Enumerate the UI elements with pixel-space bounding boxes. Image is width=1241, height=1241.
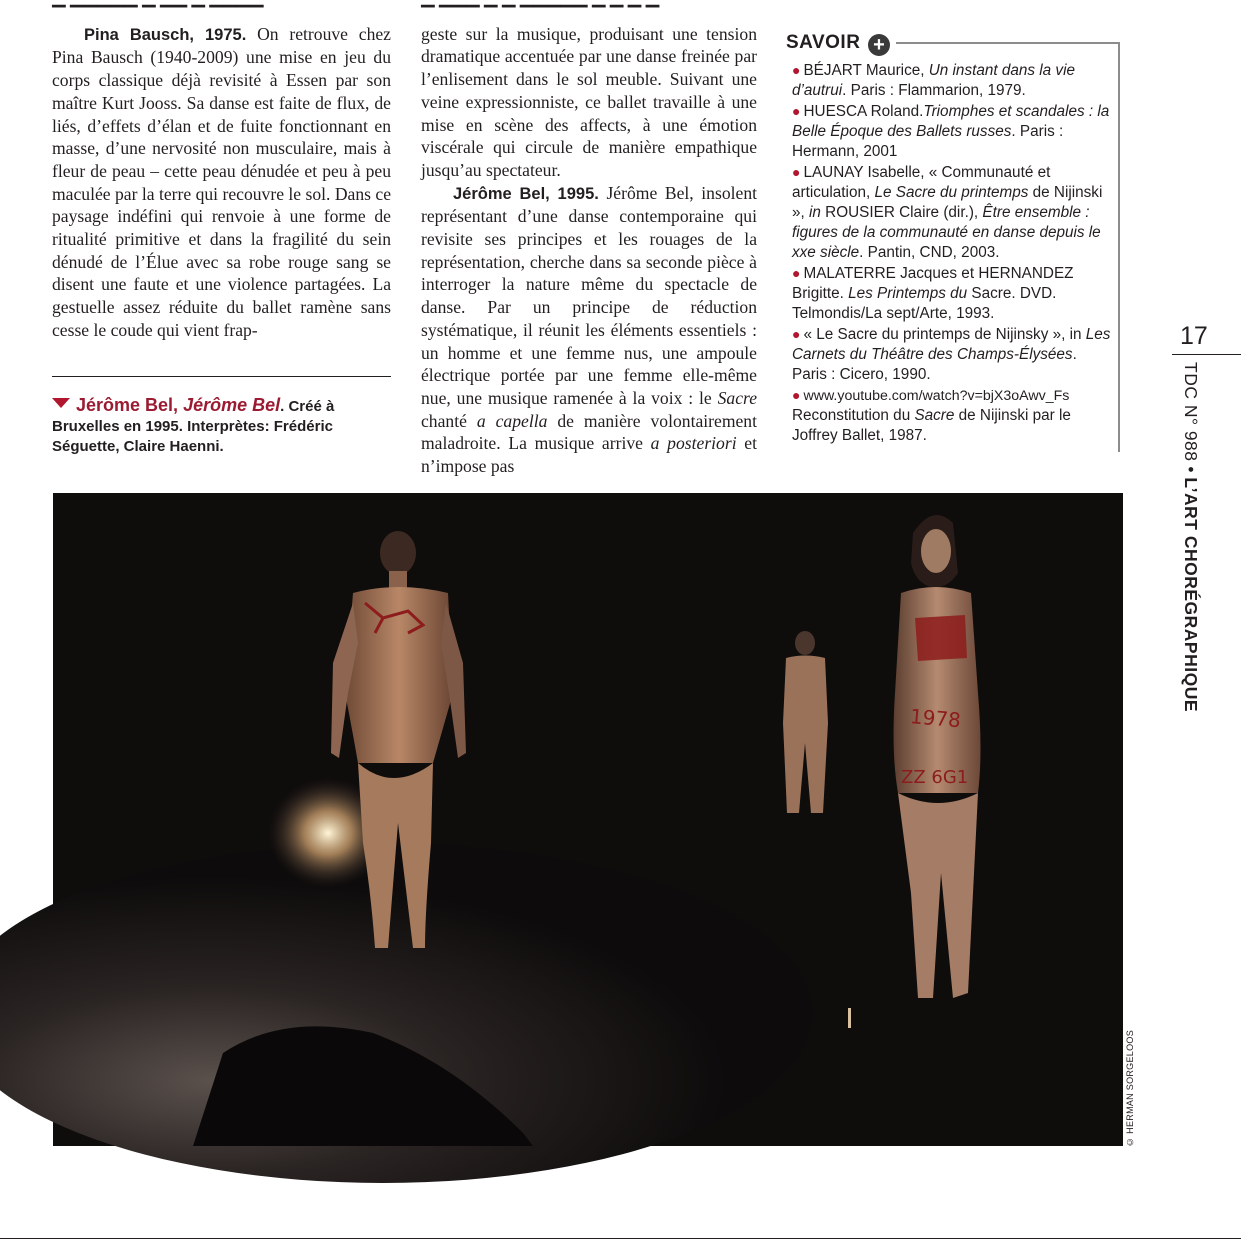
text-capella: a capella: [476, 410, 548, 431]
caption-divider: [52, 376, 391, 377]
text-jerome-bel-b: chanté: [421, 410, 477, 431]
text-jerome-bel-a: Jérôme Bel, insolent représentant d’une danse contemporaine qui revisite ses principes et les rouages de la représentation, cherche dans sa seconde pièce à interroger la nature même du spectacle de danse. Par un principe de réduction systématique, il réunit les éléments essentiels : un homme et une femme nus, une ampoule électrique portée par une femme elle-même nue, une musique ramenée à la voix : le: [421, 182, 758, 408]
bib-text: « Le Sacre du printemps de Nijinsky », in: [803, 326, 1086, 343]
lead-pina-bausch: Pina Bausch, 1975.: [84, 25, 247, 44]
body-text-1978: 1978: [909, 704, 962, 733]
bib-text: HUESCA Roland.: [803, 103, 924, 120]
bib-title: Être ensemble : figures de la communauté en danse depuis le xxe siècle: [792, 204, 1101, 261]
bullet-icon: ●: [792, 164, 801, 180]
savoir-title: [786, 30, 896, 56]
bibliography-item: [792, 324, 1114, 385]
cut-top-line-2: [421, 0, 757, 23]
bullet-icon: ●: [792, 62, 801, 78]
text-jerome-bel-d: et n’impose pas: [421, 433, 757, 477]
bib-title: Le Sacre du printemps: [874, 184, 1029, 201]
cut-top-line: [52, 0, 391, 23]
bib-title: Les Printemps du: [848, 285, 968, 302]
body-text-legs: ZZ 6G1: [901, 767, 969, 788]
bib-text: . Paris : Cicero, 1990.: [792, 346, 1077, 383]
bibliography-item: [792, 162, 1114, 263]
bib-text: BÉJART Maurice,: [803, 62, 929, 79]
photo-credit: © HERMAN SORGELOOS: [1125, 1030, 1135, 1147]
article-column-1: [52, 0, 391, 342]
photo-caption: [52, 395, 391, 457]
running-header: [1180, 362, 1201, 712]
caption-name: Jérôme Bel,: [76, 395, 184, 415]
floor-light-bulb: [848, 1008, 851, 1028]
bib-title: in: [809, 204, 821, 221]
paragraph-pina-bausch: [52, 23, 391, 342]
text-pina-bausch: On retrouve chez Pina Bausch (1940-2009) une mise en jeu du corps classique déjà revisité à Essen par son maître Kurt Jooss. Sa danse est faite de flux, de liés, d’effets d’élan et de fuite fonctionnant en masse, d’une nervosité non musculaire, mais à fleur de peau – cette peau dénudée et peu à peu maculée par la terre qui recouvre le sol. Dans ce paysage indéfini qui renvoie à une forme de ritualité primitive et dans la fragilité du sein dénudé de l’Élue avec sa robe rouge sang se disent une faute et une violence partagées. La gestuelle assez réduite du ballet ramène sans cesse le coude qui vient frap-: [52, 23, 391, 340]
bullet-icon: ●: [792, 387, 801, 403]
bibliography-item: [792, 101, 1114, 162]
bib-text: Sacre. DVD. Telmondis/La sept/Arte, 1993.: [792, 285, 1057, 322]
bib-title: Les Carnets du Théâtre des Champs-Élysées: [792, 326, 1111, 363]
text-posteriori: a posteriori: [650, 433, 737, 454]
stage-photo: [53, 493, 1123, 1146]
bibliography-item: [792, 60, 1114, 101]
page-number-rule: [1172, 354, 1241, 355]
text-jerome-bel-c: de manière volontairement maladroite. La musique arrive: [421, 410, 757, 454]
article-column-2: [421, 0, 757, 478]
lead-jerome-bel: Jérôme Bel, 1995.: [453, 184, 599, 203]
bibliography-list: [792, 60, 1114, 446]
bib-text: . Paris : Hermann, 2001: [792, 123, 1064, 160]
youtube-link[interactable]: www.youtube.com/watch?v=bjX3oAwv_Fs: [803, 388, 1070, 404]
bullet-icon: ●: [792, 103, 801, 119]
bib-text: Reconstitution du: [792, 407, 915, 424]
rubric-title: L’ART CHORÉGRAPHIQUE: [1181, 477, 1201, 713]
savoir-title-text: SAVOIR: [786, 32, 861, 53]
paragraph-continued: geste sur la musique, produisant une tension dramatique accentuée par une danse freinée par l’enlisement dans le sol meuble. Suivant une veine expressionniste, ce ballet travaille à une mise en scène des affects, à une émotion viscérale qui circule de manière empathique jusqu’au spectateur.: [421, 23, 757, 180]
bullet-icon: ●: [792, 265, 801, 281]
text-sacre: Sacre: [717, 387, 757, 408]
bib-text: . Pantin, CND, 2003.: [859, 244, 1000, 261]
bib-title: Sacre: [914, 407, 955, 424]
magazine-issue: TDC N° 988: [1181, 362, 1201, 462]
bib-text: ROUSIER Claire (dir.),: [820, 204, 983, 221]
bullet-icon: ●: [792, 326, 801, 342]
header-bullet: •: [1181, 466, 1201, 473]
plus-icon: +: [868, 34, 890, 56]
bib-text: LAUNAY Isabelle, « Communauté et articulation,: [792, 164, 1051, 201]
bib-text: de Nijinski »,: [792, 184, 1103, 221]
paragraph-jerome-bel: [421, 182, 757, 478]
stage-photo-illustration: [53, 493, 1123, 1146]
bib-text: . Paris : Flammarion, 1979.: [842, 82, 1026, 99]
page-bottom-rule: [0, 1238, 1241, 1239]
bib-text: de Nijinski par le Joffrey Ballet, 1987.: [792, 407, 1071, 444]
caption-rest: . Créé à Bruxelles en 1995. Interprètes: Frédéric Séguette, Claire Haenni.: [52, 398, 335, 455]
page-number: 17: [1180, 322, 1208, 350]
bibliography-item: [792, 385, 1114, 446]
bib-title: Triomphes et scandales : la Belle Époque des Ballets russes: [792, 103, 1110, 140]
bib-title: Un instant dans la vie d’autrui: [792, 62, 1075, 99]
bib-text: MALATERRE Jacques et HERNANDEZ Brigitte.: [792, 265, 1074, 302]
caption-triangle-icon: [52, 398, 70, 408]
savoir-box: [786, 28, 1122, 452]
bibliography-item: [792, 263, 1114, 324]
caption-title: Jérôme Bel: [183, 395, 281, 415]
